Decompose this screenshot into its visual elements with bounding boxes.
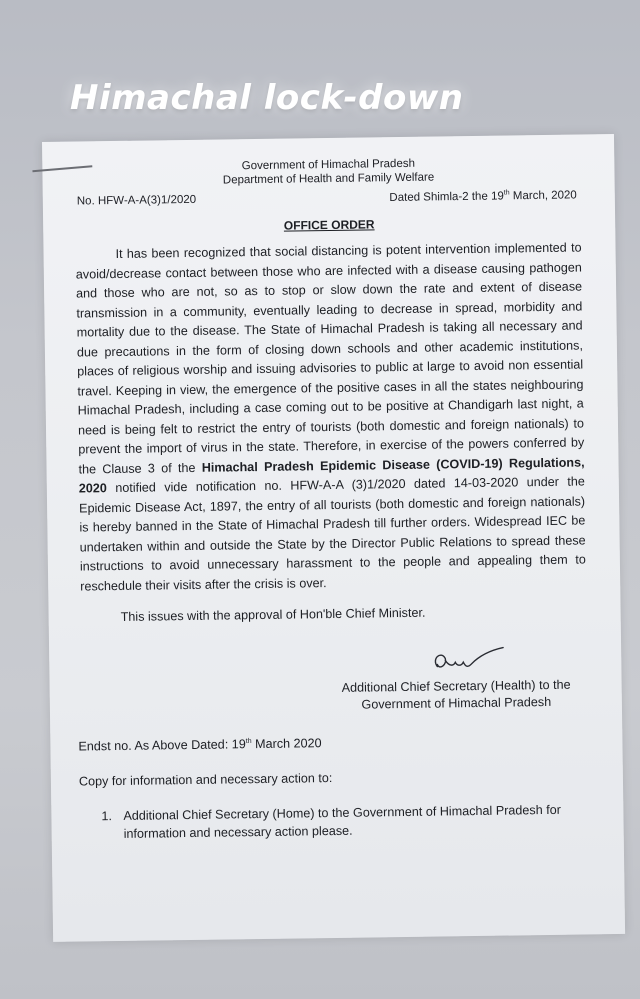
signatory-block	[342, 677, 571, 714]
endorsement-date: March 2020	[255, 736, 322, 752]
signatory-office: Government of Himachal Pradesh	[361, 694, 552, 712]
order-date-prefix: Dated Shimla-2 the	[389, 190, 488, 204]
reference-row	[77, 189, 577, 209]
story-caption: Himachal lock-down	[70, 78, 464, 118]
document-title: OFFICE ORDER	[283, 217, 375, 233]
endorsement-prefix: Endst no. As Above Dated: 19	[78, 737, 246, 754]
order-body-part1: It has been recognized that social distancing is potent intervention implemented to avoid/decrease contact between those who are infected with a disease causing pathogen and those who are not, so as to stop or slow down the rate and extent of disease transmission in a community, eventually leading to decrease in spread, morbidity and mortality due to the disease. The State of Himachal Pradesh is taking all necessary and due precautions in the form of closing down schools and other academic institutions, places of religious worship and issuing advisories to public at large to avoid non essential travel. Keeping in view, the emergence of the positive cases in all the states neighbouring Himachal Pradesh, including a case coming out to be positive at Chandigarh last night, a need is being felt to restrict the entry of tourists (both domestic and foreign nationals) to prevent the import of virus in the state. Therefore, in exercise of the powers conferred by the Clause 3 of the	[75, 240, 585, 477]
copy-recipient-number: 1.	[101, 809, 113, 824]
order-date-rest: March, 2020	[512, 189, 577, 203]
reference-number: No. HFW-A-A(3)1/2020	[76, 193, 197, 208]
endorsement-line	[78, 736, 321, 753]
signatory-title: Additional Chief Secretary (Health) to the	[341, 677, 571, 695]
order-date-day: 19	[490, 190, 504, 203]
order-body-part2: notified vide notification no. HFW-A-A (3)1/2020 dated 14-03-2020 under the Epidemic Disease Act, 1897, the entry of all tourists (both domestic and foreign nationals) is hereby banned in the State of Himachal Pradesh till further orders. Widespread IEC be undertaken within and outside the State by the Director Public Relations to spread these instructions to avoid unnecessary harassment to the people and appealing them to reschedule their visits after the crisis is over.	[79, 474, 586, 594]
handwritten-signature	[427, 644, 507, 681]
copy-recipient-item	[101, 800, 611, 843]
copy-to-line: Copy for information and necessary action to:	[78, 771, 333, 789]
letterhead-department: Department of Health and Family Welfare	[222, 171, 435, 187]
letterhead	[42, 154, 614, 190]
copy-recipient-text: Additional Chief Secretary (Home) to the Government of Himachal Pradesh for information and necessary action please.	[123, 802, 561, 841]
letterhead-government: Government of Himachal Pradesh	[241, 157, 416, 173]
order-date	[389, 189, 577, 204]
office-order-document	[42, 134, 625, 942]
order-body-paragraph	[75, 238, 586, 596]
order-body-regulation: Himachal Pradesh Epidemic Disease (COVID-19) Regulations, 2020	[78, 454, 585, 496]
endorsement-ordinal: th	[245, 737, 252, 746]
order-date-ordinal: th	[503, 189, 510, 197]
approval-line: This issues with the approval of Hon'ble Chief Minister.	[120, 605, 426, 624]
